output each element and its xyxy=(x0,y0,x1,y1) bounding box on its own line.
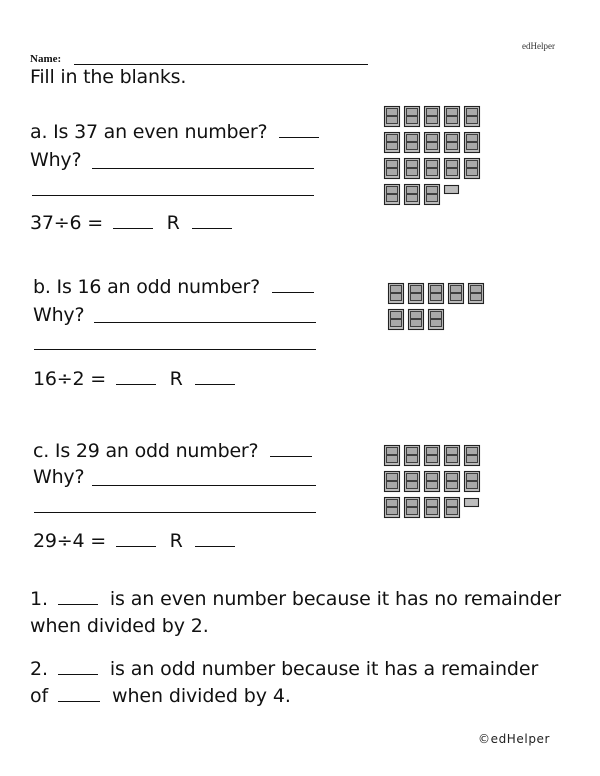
tile xyxy=(389,310,404,330)
division-c xyxy=(33,530,235,552)
tile xyxy=(425,446,440,466)
statement-1-line-2: when divided by 2. xyxy=(30,615,209,637)
tile xyxy=(425,498,440,518)
tiles-c xyxy=(384,445,494,531)
name-label: Name: xyxy=(30,53,62,65)
question-a xyxy=(30,121,319,143)
tile xyxy=(445,446,460,466)
division-c-text: 29÷4 = xyxy=(33,530,106,552)
tile xyxy=(405,498,420,518)
answer-c-blank[interactable] xyxy=(270,455,312,457)
tile xyxy=(405,107,420,127)
tiles-b xyxy=(388,283,498,337)
remainder-c-label: R xyxy=(169,530,183,552)
tile xyxy=(449,284,464,304)
statement-2-of: of xyxy=(30,685,49,707)
division-a xyxy=(30,212,232,234)
tile xyxy=(445,133,460,153)
tile xyxy=(385,107,400,127)
tile xyxy=(385,185,400,205)
statement-2-remainder-blank[interactable] xyxy=(58,700,100,702)
tile xyxy=(385,159,400,179)
tile xyxy=(429,284,444,304)
tile xyxy=(389,284,404,304)
statement-1-number: 1. xyxy=(30,588,48,610)
tile xyxy=(385,472,400,492)
why-b-line-2[interactable] xyxy=(34,349,316,350)
why-c-line-2[interactable] xyxy=(34,512,316,513)
why-a-line-2[interactable] xyxy=(32,195,314,196)
remainder-b-blank[interactable] xyxy=(195,383,235,385)
tile xyxy=(425,185,440,205)
statement-2-line-2 xyxy=(30,685,291,707)
tile xyxy=(385,498,400,518)
quotient-b-blank[interactable] xyxy=(116,383,156,385)
answer-b-blank[interactable] xyxy=(272,291,314,293)
brand-label: edHelper xyxy=(522,41,555,51)
why-b-line-1[interactable] xyxy=(94,322,316,323)
question-c-text: c. Is 29 an odd number? xyxy=(33,440,259,462)
why-a-label: Why? xyxy=(30,149,82,171)
tile xyxy=(465,133,480,153)
tile xyxy=(425,472,440,492)
tile xyxy=(425,133,440,153)
answer-a-blank[interactable] xyxy=(279,136,319,138)
quotient-a-blank[interactable] xyxy=(113,227,153,229)
instructions: Fill in the blanks. xyxy=(30,66,187,88)
tile xyxy=(429,310,444,330)
remainder-c-blank[interactable] xyxy=(195,545,235,547)
tiles-a xyxy=(384,106,494,222)
tile xyxy=(445,107,460,127)
name-field[interactable] xyxy=(74,64,368,65)
remainder-b-label: R xyxy=(169,368,183,390)
tile xyxy=(385,133,400,153)
tile xyxy=(445,159,460,179)
tile xyxy=(385,446,400,466)
tile xyxy=(405,185,420,205)
tile xyxy=(409,310,424,330)
why-b-label: Why? xyxy=(33,304,85,326)
tile xyxy=(425,159,440,179)
tile xyxy=(445,472,460,492)
statement-2-text: is an odd number because it has a remainder xyxy=(109,658,539,680)
tile xyxy=(465,159,480,179)
question-b-text: b. Is 16 an odd number? xyxy=(33,276,261,298)
tile xyxy=(445,498,460,518)
remainder-tile xyxy=(445,186,459,194)
tile xyxy=(405,159,420,179)
question-a-text: a. Is 37 an even number? xyxy=(30,121,268,143)
tile xyxy=(465,472,480,492)
statement-2-blank[interactable] xyxy=(58,673,98,675)
remainder-a-label: R xyxy=(166,212,180,234)
tile xyxy=(425,107,440,127)
division-a-text: 37÷6 = xyxy=(30,212,103,234)
statement-2-line-1 xyxy=(30,658,538,680)
tile xyxy=(405,446,420,466)
statement-2-suffix: when divided by 4. xyxy=(112,685,291,707)
question-b xyxy=(33,276,314,298)
tile xyxy=(405,133,420,153)
division-b xyxy=(33,368,235,390)
quotient-c-blank[interactable] xyxy=(116,545,156,547)
copyright: ©edHelper xyxy=(478,732,551,746)
tile xyxy=(465,107,480,127)
why-a-line-1[interactable] xyxy=(92,168,314,169)
statement-1-text: is an even number because it has no remainder xyxy=(109,588,561,610)
remainder-tile xyxy=(465,499,479,507)
question-c xyxy=(33,440,312,462)
tile xyxy=(405,472,420,492)
remainder-a-blank[interactable] xyxy=(192,227,232,229)
statement-2-number: 2. xyxy=(30,658,48,680)
tile xyxy=(409,284,424,304)
tile xyxy=(469,284,484,304)
why-c-label: Why? xyxy=(33,466,85,488)
tile xyxy=(465,446,480,466)
statement-1-blank[interactable] xyxy=(58,603,98,605)
statement-1-line-1 xyxy=(30,588,561,610)
division-b-text: 16÷2 = xyxy=(33,368,106,390)
why-c-line-1[interactable] xyxy=(92,485,316,486)
